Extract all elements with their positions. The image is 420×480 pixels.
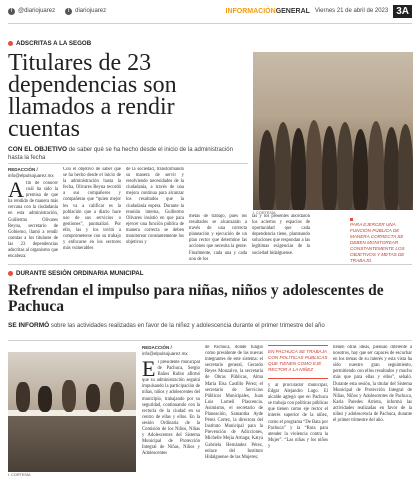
story1-headline: Titulares de 23 dependencias son llamados a rendir cuentas <box>8 50 177 142</box>
story2-pull-quote: EN PACHUCA SE TRABAJA CON POLÍTICAS PÚBLICAS QUE TIENEN COMO EJE RECTOR A LA NIÑEZ <box>268 349 328 372</box>
section-label: INFORMACIÓN GENERAL Viernes 21 de abril de 2023 3A <box>226 5 412 18</box>
bullet-icon <box>8 41 13 46</box>
story2-byline: REDACCIÓN / info@elpulsojuarez.mx <box>142 345 188 356</box>
story2-column-1: El presidente municipal de Pachuca, Sergio Baños Rubio afirmó que su administración seguirá impulsando la participación de niñas, niños y adolescentes del municipio, trabajando por su seguridad, continuando con la rectoría de la ciudad en su centro de ellas y ellos. En la sesión Ordinaria de la Comisión de los Niños, Niñas y Adolescentes del Sistema Municipal de Protección Integral de Niñas, Niños y Adolescentes <box>142 360 200 457</box>
story2-subhead: SE INFORMÓ sobre las actividades realizadas en favor de la niñez y adolescencia durante el primer trimestre del año <box>8 322 325 329</box>
social-facebook: f @diariojuarez <box>8 8 55 15</box>
bullet-icon <box>8 271 13 276</box>
story1-column-4: metas de trabajo, pues los resultados se alcanzarán a través de una correcta planeación y ejecución de un plan rector que determine las acciones que necesita la gente. Finalmente, cada una y cada uno de los <box>189 214 247 262</box>
page-header <box>0 0 420 22</box>
story1-pull-quote: PARA EJERCER UNA FUNCIÓN PÚBLICA DE MANERA CORRECTA SE DEBEN MONITOREAR CONSTANTEMENTE LOS OBJETIVOS Y METAS DE TRABAJO. <box>350 222 405 263</box>
header-rule <box>8 23 412 24</box>
story1-byline: REDACCIÓN / info@elpulsojuarez.mx <box>8 167 54 178</box>
quote-rule-bottom <box>268 378 328 379</box>
story2-photo-credit: I. CORTESÍA <box>8 473 31 477</box>
story1-column-2: Con el objetivo de saber qué se ha hecho desde el inicio de la administración hasta la fecha, Olivares Reyna recordó a sus compañeros y compañeras que “quien mejor les va a calificar es la población que a diario hace uso de sus servicios o gestiones”, puntualizó. Por ello, las y los invitó a comprometerse con su trabajo y enfocarse en los sectores más vulnerables <box>63 167 121 252</box>
story1-sub-rule <box>8 163 248 164</box>
story2-column-4: tienen otras ideas, piensan diferente a nosotros, hay que ser capaces de escuchar en los temas de su interés y esta vista ha sido nuestro gran seguimiento, permitiendo con ellos resultados y mucho más que para ellas y ellos”, señaló. Durante esta sesión, la titular del Sistema Municipal de Protección Integral de Niñas, Niños y Adolescentes de Pachuca, Karla Paredes Arrieta, informó las actividades realizadas en favor de la niñez y adolescencia de Pachuca, durante el primer trimestre del año. <box>333 345 412 424</box>
quote-rule-top <box>268 345 328 346</box>
story2-headline: Refrendan el impulso para niñas, niños y adolescentes de Pachuca <box>8 282 384 315</box>
facebook-icon: f <box>8 8 15 15</box>
page-number: 3A <box>393 5 412 18</box>
story2-photo <box>8 352 136 472</box>
twitter-icon: t <box>65 8 72 15</box>
social-twitter: t diariojuarez <box>65 8 106 15</box>
story2-column-2: de Pachuca, donde fungió como presidente de las nuevas integrantes de este sistema: el secretario general, Gerardo Reyes Monzalvo, la secretaria de Obras Públicas, Alma María Elsa Castillo Pérez; el secretario de Servicios Públicos Municipales, Juan Luis Lomelí Plascencia. Asimismo, el secretario de Planeación, Samantha Ayde Pérez Cortez, la directora del Instituto Municipal para la Prevención de Adicciones, Michelle Mejía Artiaga; Katya Gabriela Hernández Pérez, enlace del Instituto Hidalguense de las Mujeres; <box>205 345 263 460</box>
story2-kicker: DURANTE SESIÓN ORDINARIA MUNICIPAL <box>8 270 144 277</box>
story-divider <box>8 264 412 265</box>
issue-date: Viernes 21 de abril de 2023 <box>314 8 389 14</box>
story1-column-1: Afin de conocer cuál ha sido la premisa de que ha rendido de manera más cercana con la ciudadanía en esta administración, Guillermo Olivares Reyna, secretario de Gobierno, llamó a rendir cuentas a los titulares de las 23 dependencias adscritas al organismo que encabeza. <box>8 181 58 260</box>
story1-photo <box>253 52 413 210</box>
quote-mark-icon <box>350 218 353 221</box>
story1-kicker: ADSCRITAS A LA SEGOB <box>8 40 91 47</box>
story1-column-5: las y los presentes abordaron los aciertos y espacios de oportunidad que cada dependencia tiene, planteando soluciones que respondan a las legítimas exigencias de la sociedad hidalguense. <box>252 214 310 256</box>
story2-sub-rule <box>8 340 412 341</box>
story1-subhead: CON EL OBJETIVO de saber qué se ha hecho desde el inicio de la administración hasta la fecha <box>8 146 233 161</box>
story2-column-3: y al procurador municipal, Edgar Alejandro Lugo. El alcalde agregó que en Pachuca se trabaja con políticas públicas que tienen como eje rector el interés superior de la niñez, como el programa “De Bata por Pachuca” y la “Ruta para atender la violencia contra la Mujer”. “Las niñas y los niños y <box>268 383 328 449</box>
story2-dropcap: E <box>142 360 156 381</box>
story1-dropcap: A <box>8 181 24 202</box>
story1-photo-credit: I. CORTESÍA <box>253 211 276 215</box>
story1-column-3: de la sociedad, transformando su manera de servir y resolviendo necesidades de la ciudadanía, a través de una mejora continua para alcanzar los resultados que la ciudadanía espera. Durante la reunión interna, Guillermo Olivares insistió en que para ejercer una función pública de manera correcta se deben monitorear constantemente los objetivos y <box>126 167 184 246</box>
